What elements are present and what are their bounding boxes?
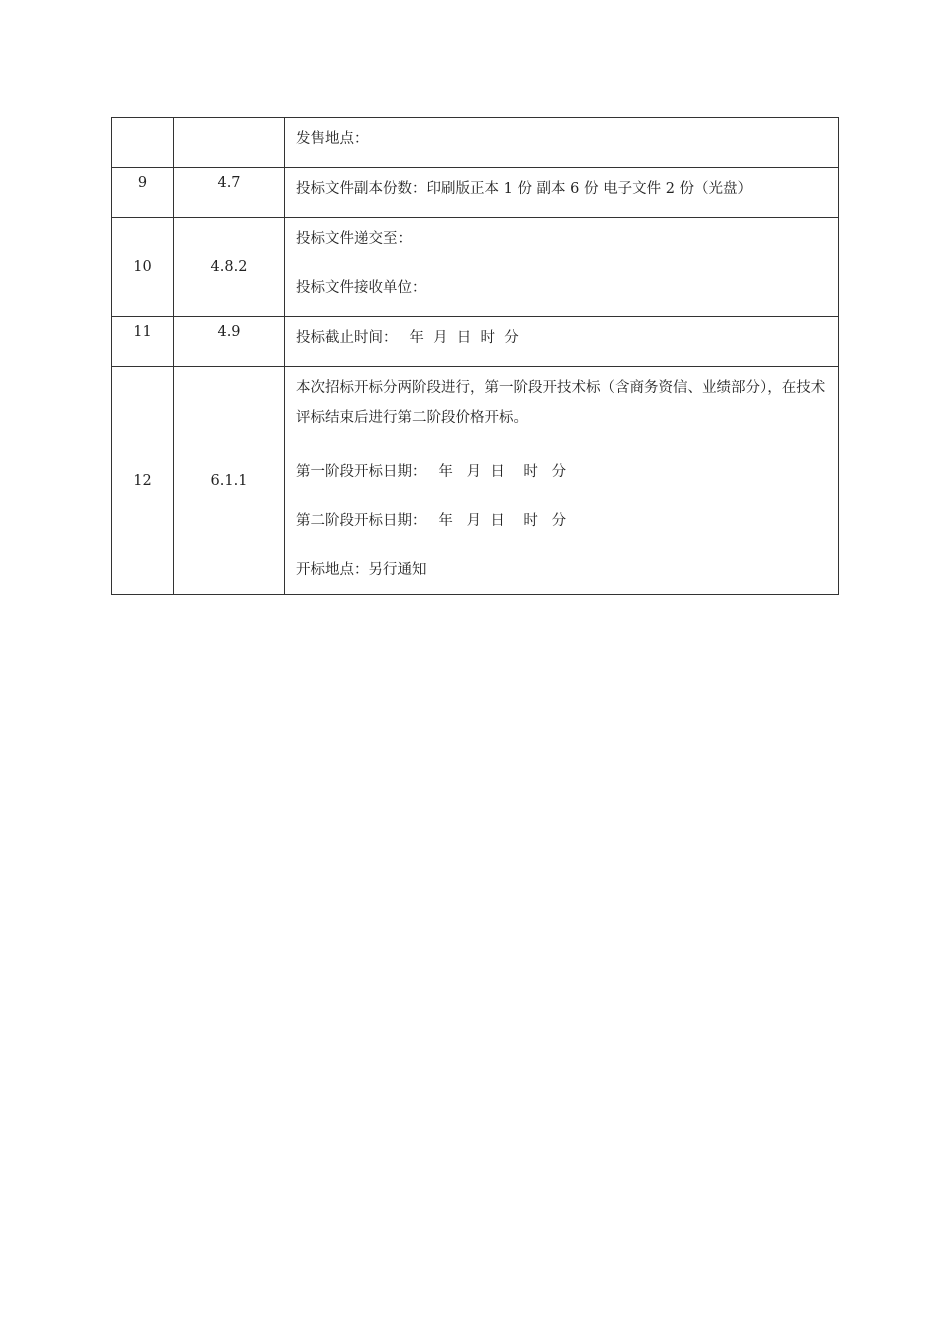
content-line: 第一阶段开标日期： 年 月 日 时 分 — [296, 464, 567, 480]
bid-data-table — [111, 117, 839, 595]
clause-number: 4.9 — [174, 317, 285, 367]
content-line: 投标文件递交至： — [296, 231, 412, 247]
row-number: 10 — [112, 218, 174, 317]
row-content — [285, 118, 839, 168]
row-content — [285, 317, 839, 367]
table-row — [112, 367, 839, 595]
row-number: 12 — [112, 367, 174, 595]
clause-number: 6.1.1 — [174, 367, 285, 595]
clause-number: 4.7 — [174, 168, 285, 218]
table-row — [112, 168, 839, 218]
table-row — [112, 317, 839, 367]
row-content — [285, 168, 839, 218]
clause-number: 4.8.2 — [174, 218, 285, 317]
table-row — [112, 218, 839, 317]
content-line: 第二阶段开标日期： 年 月 日 时 分 — [296, 513, 567, 529]
row-number: 9 — [112, 168, 174, 218]
content-line: 投标文件副本份数：印刷版正本 1 份 副本 6 份 电子文件 2 份（光盘） — [296, 181, 753, 197]
content-line: 发售地点： — [296, 131, 369, 147]
row-number — [112, 118, 174, 168]
content-line: 投标文件接收单位： — [296, 280, 427, 296]
row-content — [285, 218, 839, 317]
content-paragraph: 本次招标开标分两阶段进行，第一阶段开技术标（含商务资信、业绩部分），在技术评标结束后进行第二阶段价格开标。 — [296, 380, 826, 426]
row-number: 11 — [112, 317, 174, 367]
content-line: 投标截止时间： 年 月 日 时 分 — [296, 330, 519, 346]
table-row — [112, 118, 839, 168]
content-line: 开标地点：另行通知 — [296, 562, 427, 578]
clause-number — [174, 118, 285, 168]
row-content — [285, 367, 839, 595]
